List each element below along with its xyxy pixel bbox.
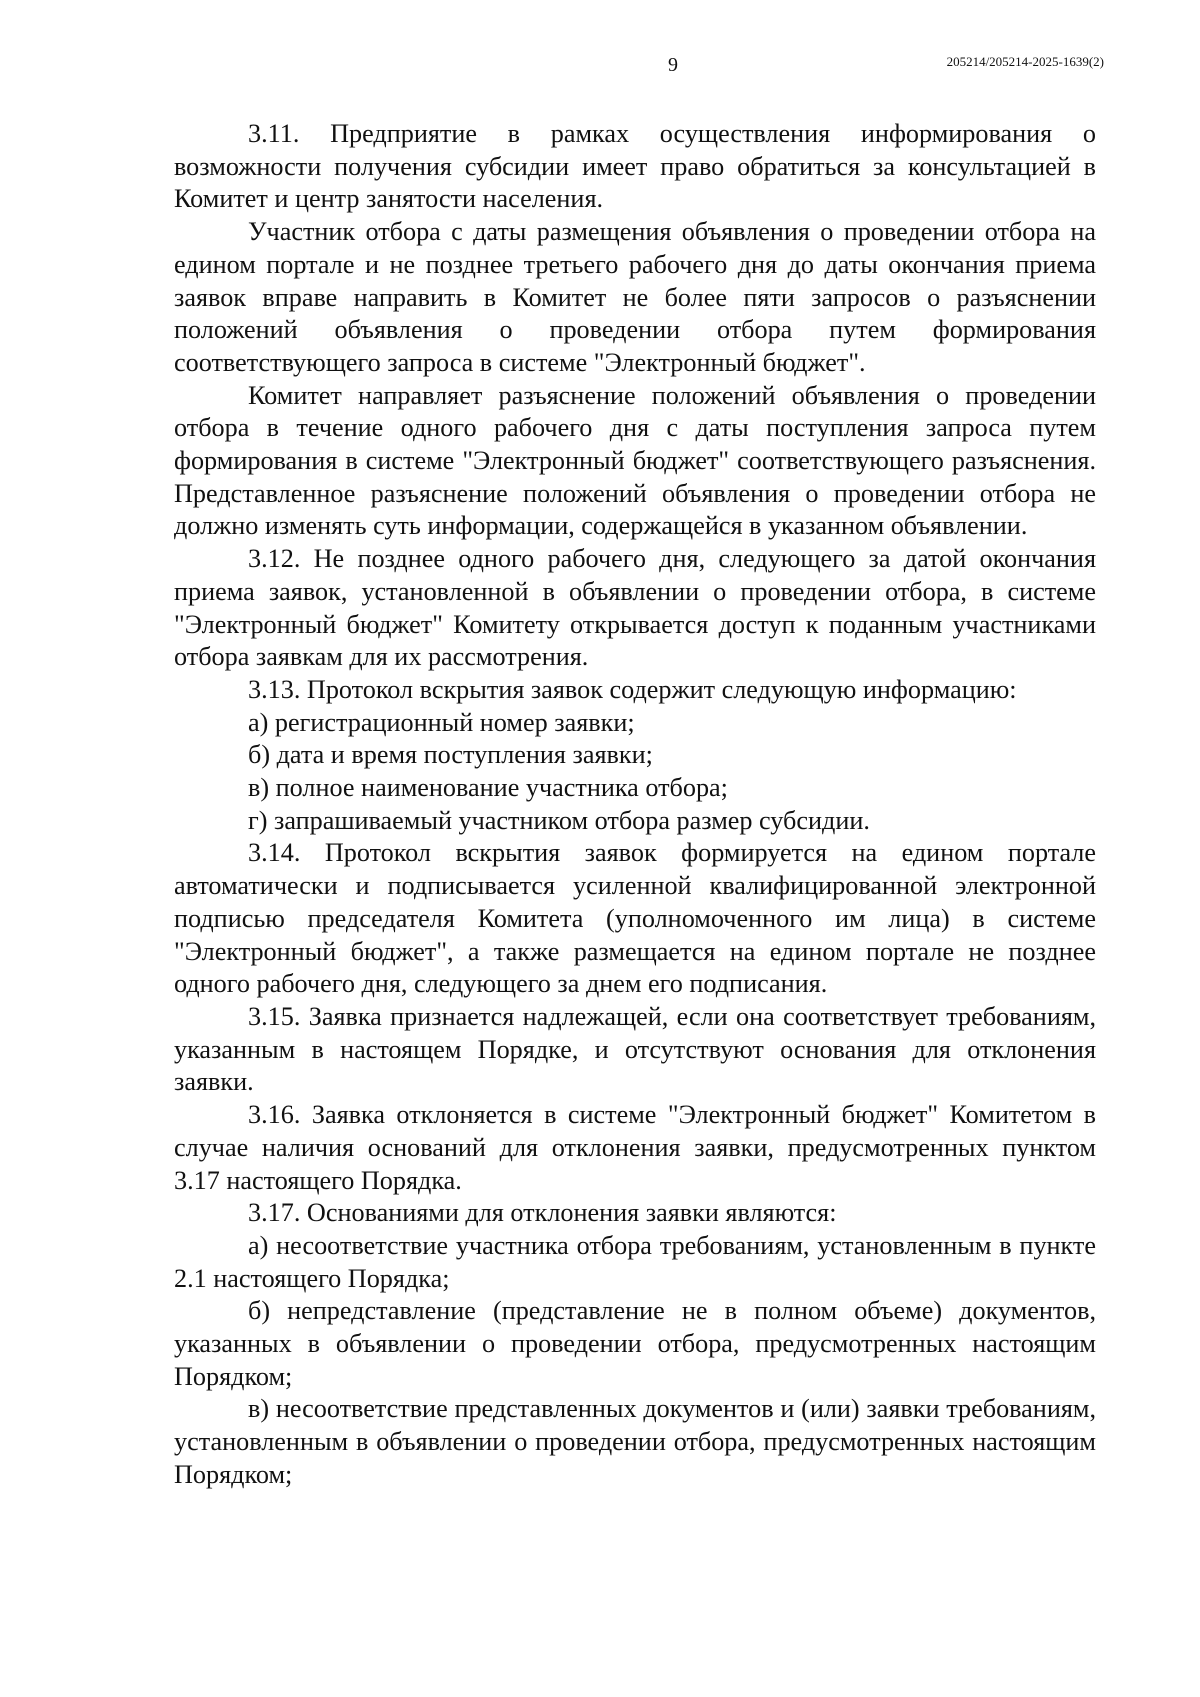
list-item-3-17-b: б) непредставление (представление не в полном объеме) документов, указанных в объявлении о проведении отбора, предусмотренных настоящим Порядком;	[174, 1296, 1096, 1391]
paragraph-3-13: 3.13. Протокол вскрытия заявок содержит следующую информацию:	[248, 674, 1017, 704]
paragraph-3-14: 3.14. Протокол вскрытия заявок формируется на едином портале автоматически и подписывается усиленной квалифицированной электронной подписью председателя Комитета (уполномоченного им лица) в системе "Электронный бюджет", а также размещается на едином портале не позднее одного рабочего дня, следующего за днем его подписания.	[174, 838, 1096, 999]
paragraph-3-15: 3.15. Заявка признается надлежащей, если она соответствует требованиям, указанным в настоящем Порядке, и отсутствуют основания для отклонения заявки.	[174, 1001, 1096, 1097]
list-item-3-17-c: в) несоответствие представленных документов и (или) заявки требованиям, установленным в объявлении о проведении отбора, предусмотренных настоящим Порядком;	[174, 1394, 1096, 1489]
document-id: 205214/205214-2025-1639(2)	[946, 54, 1104, 69]
page-number: 9	[668, 54, 678, 76]
list-item-3-13-b: б) дата и время поступления заявки;	[248, 740, 653, 770]
paragraph-3-11: 3.11. Предприятие в рамках осуществления информирования о возможности получения субсидии имеет право обратиться за консультацией в Комитет и центр занятости населения.	[174, 119, 1096, 214]
list-item-3-13-a: а) регистрационный номер заявки;	[248, 707, 635, 737]
list-item-3-17-a: а) несоответствие участника отбора требованиям, установленным в пункте 2.1 настоящего Порядка;	[174, 1230, 1096, 1293]
document-body	[174, 118, 1096, 1492]
list-item-3-13-c: в) полное наименование участника отбора;	[248, 773, 728, 803]
paragraph-clarification-response: Комитет направляет разъяснение положений объявления о проведении отбора в течение одного рабочего дня с даты поступления запроса путем формирования в системе "Электронный бюджет" соответствующего разъяснения. Представленное разъяснение положений объявления о проведении отбора не должно изменять суть информации, содержащейся в указанном объявлении.	[174, 380, 1096, 541]
list-item-3-13-d: г) запрашиваемый участником отбора размер субсидии.	[248, 805, 870, 835]
paragraph-clarification-request: Участник отбора с даты размещения объявления о проведении отбора на едином портале и не позднее третьего рабочего дня до даты окончания приема заявок вправе направить в Комитет не более пяти запросов о разъяснении положений объявления о проведении отбора путем формирования соответствующего запроса в системе "Электронный бюджет".	[174, 217, 1096, 377]
paragraph-3-12: 3.12. Не позднее одного рабочего дня, следующего за датой окончания приема заявок, установленной в объявлении о проведении отбора, в системе "Электронный бюджет" Комитету открывается доступ к поданным участниками отбора заявкам для их рассмотрения.	[174, 544, 1096, 672]
paragraph-3-16: 3.16. Заявка отклоняется в системе "Электронный бюджет" Комитетом в случае наличия оснований для отклонения заявки, предусмотренных пунктом 3.17 настоящего Порядка.	[174, 1100, 1096, 1195]
paragraph-3-17: 3.17. Основаниями для отклонения заявки являются:	[248, 1198, 837, 1228]
